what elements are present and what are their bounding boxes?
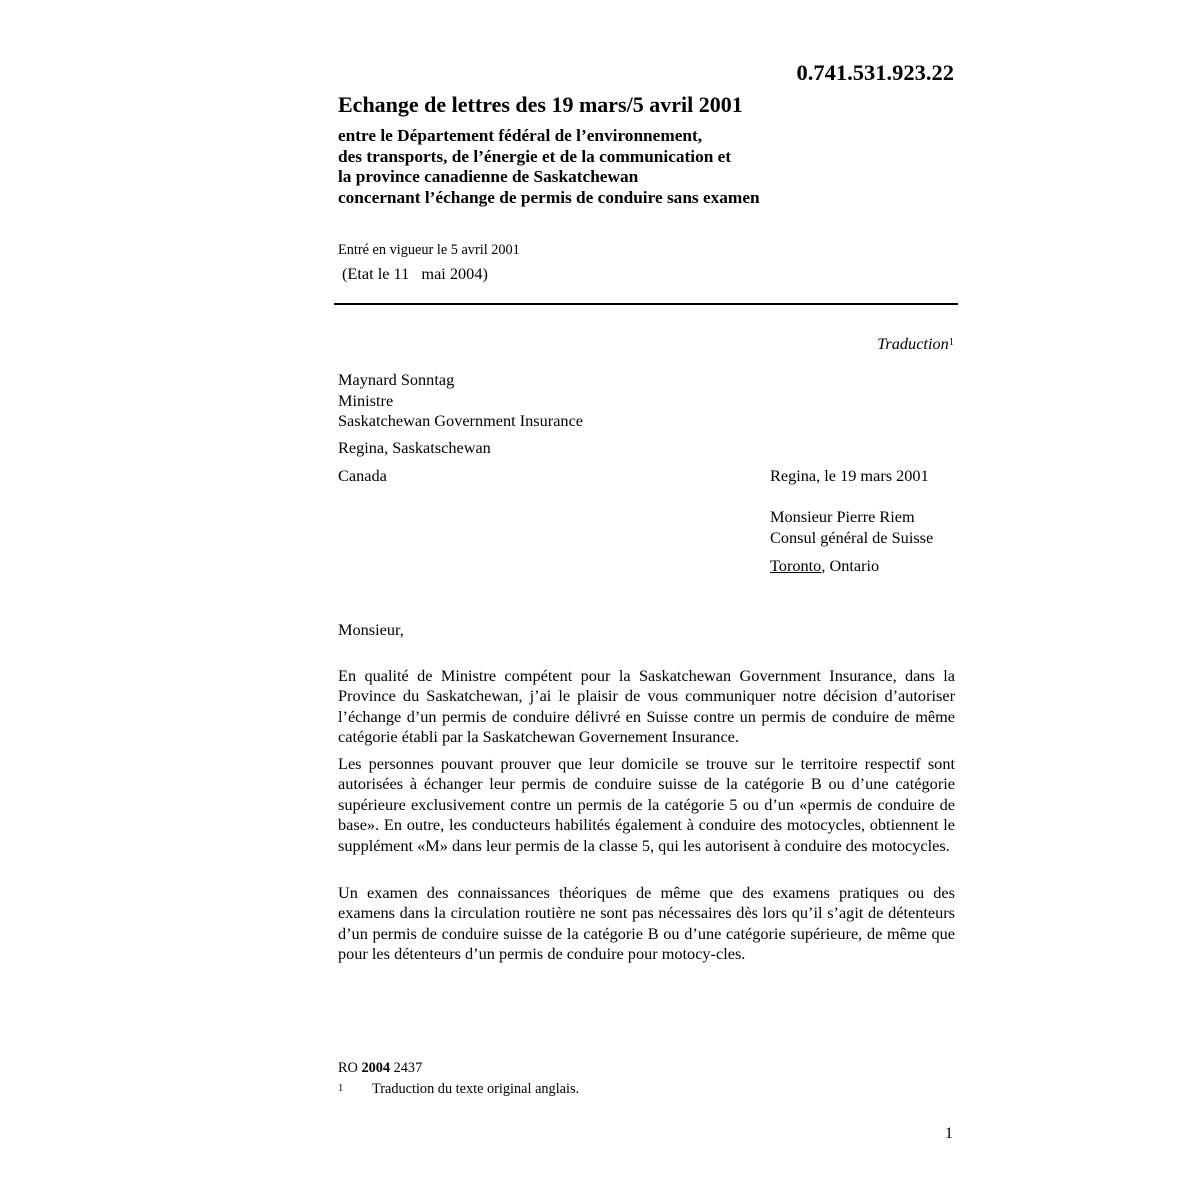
recipient-title: Consul général de Suisse [770,527,934,547]
body-paragraph [338,666,955,748]
paragraph-text: En qualité de Ministre compétent pour la Saskatchewan Government Insurance, dans la Province du Saskatchewan, j’ai le plaisir de vous communiquer notre décision d’autoriser l’échange d’un permis de conduire délivré en Suisse contre un permis de conduire de même catégorie établi par la Saskatchewan Governement Insurance. [338,666,955,747]
subtitle-line: concernant l’échange de permis de conduire sans examen [338,187,760,207]
subtitle-line: entre le Département fédéral de l’environnement, [338,126,703,145]
document-number: 0.741.531.923.22 [796,60,954,85]
salutation: Monsieur, [338,620,404,639]
translation-note [700,334,954,354]
ro-reference [338,1058,422,1078]
sender-city: Regina, Saskatschewan [338,438,491,457]
entry-into-force: Entré en vigueur le 5 avril 2001 [338,242,520,258]
sender-role: Ministre [338,390,394,410]
ro-prefix: RO [338,1060,358,1076]
document-title: Echange de lettres des 19 mars/5 avril 2001 [338,92,743,117]
translation-label: Traduction [877,334,949,353]
paragraph-text: Les personnes pouvant prouver que leur domicile se trouve sur le territoire respectif sont autorisées à échanger leur permis de conduire suisse de la catégorie B ou d’une catégorie supérieure exclusivement contre un permis de la catégorie 5 ou d’un «permis de conduire de base». En outre, les conducteurs habilités également à conduire des motocycles, obtiennent le supplément «M» dans leur permis de la classe 5, qui les autorisent à conduire des motocycles. [338,754,955,855]
body-paragraph [338,883,955,965]
sender-name: Maynard Sonntag [338,370,455,389]
recipient-province: , Ontario [821,556,880,575]
recipient-address [770,507,933,548]
paragraph-text: Un examen des connaissances théoriques de même que des examens pratiques ou des examens dans la circulation routière ne sont pas nécessaires dès lors qu’il s’agit de détenteurs d’un permis de conduire suisse de la catégorie B ou d’une catégorie supérieure, de même que pour les détenteurs d’un permis de conduire pour motocy-cles. [338,883,955,964]
recipient-city-name: Toronto [770,556,822,575]
ro-page: 2437 [393,1060,423,1076]
body-paragraph [338,754,955,856]
state-date: (Etat le 11 mai 2004) [342,264,488,283]
document-subtitle [338,126,978,208]
subtitle-line: des transports, de l’énergie et de la communication et [338,146,732,166]
ro-year: 2004 [361,1060,391,1076]
subtitle-line: la province canadienne de Saskatchewan [338,167,639,186]
recipient-city [770,556,879,577]
recipient-name: Monsieur Pierre Riem [770,507,915,526]
footnote-number: 1 [338,1083,344,1094]
footnote-ref: 1 [948,337,954,348]
letter-date: Regina, le 19 mars 2001 [770,466,929,485]
page-number: 1 [944,1123,953,1142]
footnote-text: Traduction du texte original anglais. [372,1081,580,1097]
sender-organization: Saskatchewan Government Insurance [338,411,584,430]
sender-country: Canada [338,466,387,485]
header-divider [334,303,958,305]
sender-address [338,370,583,432]
footnote [338,1079,579,1099]
